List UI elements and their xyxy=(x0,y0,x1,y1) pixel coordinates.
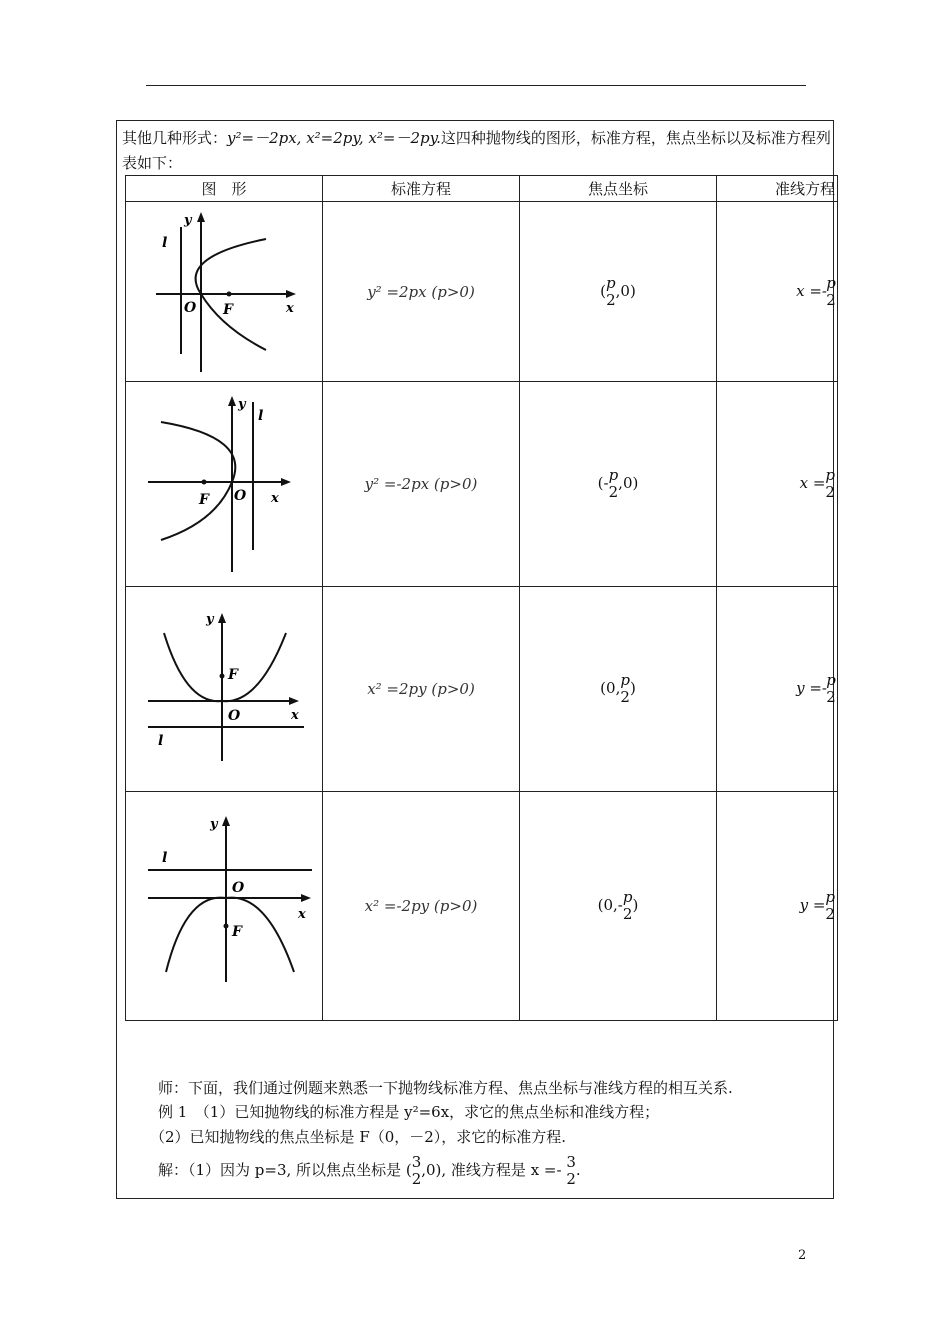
focus-label: F xyxy=(199,492,209,508)
directrix-text: x =- p 2 xyxy=(796,273,836,309)
table-row xyxy=(126,792,838,1021)
focus-label: F xyxy=(223,302,233,318)
example-1-part-2: （2）已知抛物线的焦点坐标是 F（0，－2），求它的标准方程. xyxy=(150,1128,567,1146)
y-axis-label: y xyxy=(238,397,246,412)
graph-opens-left xyxy=(126,382,322,582)
directrix-cell xyxy=(717,792,838,1021)
focus-cell: (0,- p 2 ) xyxy=(520,792,717,1021)
directrix-text: y = p 2 xyxy=(799,888,835,923)
x-axis-label: x xyxy=(271,491,279,506)
directrix-text: y =- p 2 xyxy=(796,671,836,706)
equation-cell: x² =-2py (p>0) xyxy=(323,792,520,1021)
graph-cell xyxy=(126,587,323,792)
directrix-cell xyxy=(717,382,838,587)
x-axis-label: x xyxy=(291,708,299,723)
x-axis-label: x xyxy=(286,301,294,316)
graph-opens-right xyxy=(126,202,322,377)
directrix-label: l xyxy=(162,235,168,251)
equation-cell: x² =2py (p>0) xyxy=(323,587,520,792)
page-number: 2 xyxy=(798,1248,807,1263)
focus-cell: (0, p 2 ) xyxy=(520,587,717,792)
intro-prefix: 其他几种形式： xyxy=(122,129,228,147)
intro-suffix: 这四种抛物线的图形，标准方程，焦点坐标以及标准方程列表如下： xyxy=(122,129,831,172)
graph-cell xyxy=(126,202,323,382)
table-row xyxy=(126,382,838,587)
example-1-part-1: 例 1 （1）已知抛物线的标准方程是 y²=6x，求它的焦点坐标和准线方程； xyxy=(158,1103,660,1121)
directrix-label: l xyxy=(158,733,164,749)
directrix-cell xyxy=(717,202,838,382)
origin-label: O xyxy=(184,300,197,316)
intro-paragraph xyxy=(122,126,832,176)
table-row xyxy=(126,587,838,792)
graph-cell xyxy=(126,792,323,1021)
focus-label: F xyxy=(228,667,238,683)
origin-label: O xyxy=(234,488,247,504)
y-axis-label: y xyxy=(184,213,192,228)
header-focus: 焦点坐标 xyxy=(520,176,717,202)
directrix-label: l xyxy=(258,408,264,424)
graph-opens-up xyxy=(126,587,322,787)
equation-cell: y² =-2px (p>0) xyxy=(323,382,520,587)
y-axis-label: y xyxy=(210,817,218,832)
directrix-cell xyxy=(717,587,838,792)
header-equation: 标准方程 xyxy=(323,176,520,202)
table-row xyxy=(126,202,838,382)
header-graph: 图 形 xyxy=(126,176,323,202)
focus-cell: ( p 2 ,0) xyxy=(520,202,717,382)
graph-opens-down xyxy=(126,792,322,1016)
solution-line: 解：（1）因为 p=3, 所以焦点坐标是 ( 3 2 ,0), 准线方程是 x =- 3 2 . xyxy=(158,1153,581,1188)
directrix-label: l xyxy=(162,850,168,866)
parabola-table xyxy=(125,175,838,1021)
equation-cell: y² =2px (p>0) xyxy=(323,202,520,382)
origin-label: O xyxy=(228,708,241,724)
directrix-text: x = p 2 xyxy=(799,466,835,501)
intro-forms: y²=－2px, x²=2py, x²=－2py. xyxy=(227,129,441,147)
focus-cell: (- p 2 ,0) xyxy=(520,382,717,587)
x-axis-label: x xyxy=(298,907,306,922)
origin-label: O xyxy=(232,880,245,896)
table-header-row xyxy=(126,176,838,202)
teacher-paragraph: 师：下面，我们通过例题来熟悉一下抛物线标准方程、焦点坐标与准线方程的相互关系. xyxy=(158,1079,733,1097)
header-rule xyxy=(146,85,806,86)
header-directrix: 准线方程 xyxy=(717,176,838,202)
focus-label: F xyxy=(232,924,242,940)
y-axis-label: y xyxy=(206,612,214,627)
graph-cell xyxy=(126,382,323,587)
